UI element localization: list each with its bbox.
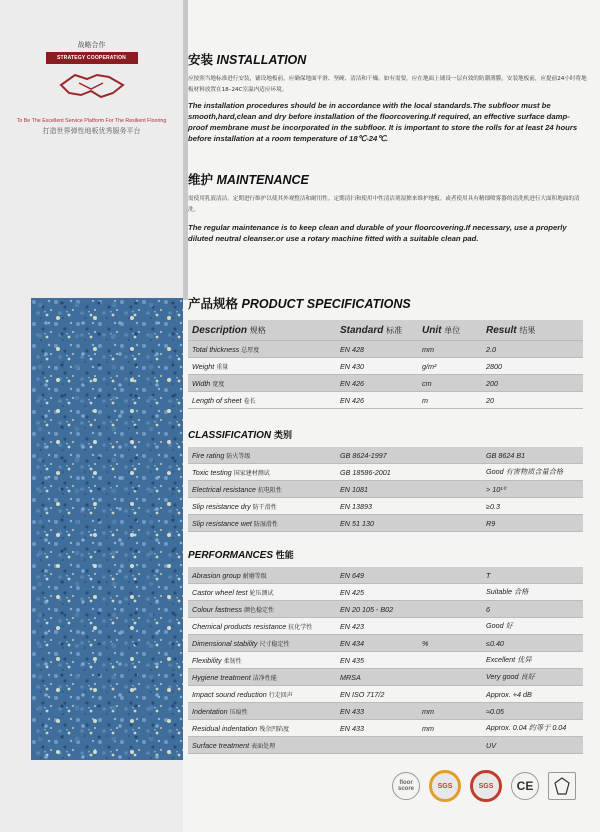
row-result: Good 有害物质含量合格 [482, 464, 583, 481]
installation-heading: 安装 INSTALLATION [188, 52, 307, 67]
row-description: Toxic testing 国家建材测试 [188, 464, 336, 481]
table-row [188, 618, 583, 635]
table-row [188, 481, 583, 498]
row-standard: EN 430 [336, 358, 418, 375]
row-result: ≈0.05 [482, 703, 583, 720]
row-unit [418, 515, 482, 532]
row-result: Excellent 优异 [482, 652, 583, 669]
handshake-icon [57, 67, 127, 101]
row-description: Residual indentation 残余凹陷度 [188, 720, 336, 737]
row-result: R9 [482, 515, 583, 532]
row-standard: EN 426 [336, 392, 418, 409]
row-unit [418, 481, 482, 498]
performances-heading: PERFORMANCES 性能 [188, 550, 294, 561]
row-result: Suitable 合格 [482, 584, 583, 601]
classification-section [188, 428, 583, 532]
row-unit [418, 601, 482, 618]
row-standard: EN 435 [336, 652, 418, 669]
table-row [188, 567, 583, 584]
installation-text-en: The installation procedures should be in accordance with the local standards.The subfloor must be smooth,hard,clean and dry before installation of the floorcovering.If required, an effective surface damp-proof membrane must be incorporated in the subfloor. It is important to store the rolls for at least 24 hours before installation at a room temperature of 18℃-24℃. [188, 101, 578, 143]
iso-icon [548, 772, 576, 800]
installation-section [188, 50, 588, 144]
row-result: 2.0 [482, 341, 583, 358]
installation-text-cn: 应按照当地标准进行安装，铺设地板前，应确保地面平滑、坚硬、清洁和干燥。如有需要，应在地面上铺设一层有效的防潮薄膜。安装地板前，应提前24小时将地板材料放置在18–24C室温内适应环境。 [188, 76, 587, 93]
row-standard: EN 423 [336, 618, 418, 635]
table-row [188, 703, 583, 720]
sgs-icon: SGS [470, 770, 502, 802]
specs-table [188, 320, 583, 409]
table-row [188, 669, 583, 686]
row-result: 2800 [482, 358, 583, 375]
row-standard: EN 20 105 - B02 [336, 601, 418, 618]
row-description: Total thickness 总厚度 [188, 341, 336, 358]
row-description: Flexibility 柔韧性 [188, 652, 336, 669]
row-standard: EN 51 130 [336, 515, 418, 532]
logo-ribbon: STRATEGY COOPERATION [46, 52, 138, 64]
table-row [188, 652, 583, 669]
row-description: Slip resistance dry 防干滑性 [188, 498, 336, 515]
col-result: Result 结果 [482, 320, 583, 341]
row-description: Dimensional stability 尺寸稳定性 [188, 635, 336, 652]
table-row [188, 720, 583, 737]
row-description: Surface treatment 表面处理 [188, 737, 336, 754]
table-row [188, 341, 583, 358]
row-standard: EN 434 [336, 635, 418, 652]
cooperation-logo [0, 40, 183, 136]
performances-section [188, 548, 583, 754]
row-description: Length of sheet 卷长 [188, 392, 336, 409]
row-standard: EN 433 [336, 720, 418, 737]
certification-logos [392, 770, 576, 802]
row-unit [418, 498, 482, 515]
tagline-en: To Be The Excellent Service Platform For The Resilient Flooring [16, 118, 167, 124]
table-row [188, 515, 583, 532]
table-row [188, 635, 583, 652]
table-row [188, 686, 583, 703]
row-unit [418, 652, 482, 669]
row-result: 20 [482, 392, 583, 409]
row-result: T [482, 567, 583, 584]
table-row [188, 584, 583, 601]
row-standard: EN 428 [336, 341, 418, 358]
floorscore-icon: floor score [392, 772, 420, 800]
row-standard: EN ISO 717/2 [336, 686, 418, 703]
row-description: Fire rating 防火等级 [188, 447, 336, 464]
table-row [188, 375, 583, 392]
ce-icon: CE [511, 772, 539, 800]
row-result: Very good 良好 [482, 669, 583, 686]
row-result: 6 [482, 601, 583, 618]
row-unit: cm [418, 375, 482, 392]
row-result: > 10¹⁰ [482, 481, 583, 498]
row-unit [418, 567, 482, 584]
row-unit [418, 737, 482, 754]
row-description: Electrical resistance 抗电阻性 [188, 481, 336, 498]
table-row [188, 392, 583, 409]
tagline-cn: 打造世界弹性地板优秀服务平台 [42, 127, 141, 135]
row-unit: mm [418, 703, 482, 720]
row-description: Impact sound reduction 行走回声 [188, 686, 336, 703]
row-standard [336, 737, 418, 754]
row-standard: GB 8624-1997 [336, 447, 418, 464]
col-description: Description 规格 [188, 320, 336, 341]
row-description: Width 宽度 [188, 375, 336, 392]
classification-table [188, 447, 583, 532]
col-unit: Unit 单位 [418, 320, 482, 341]
row-standard: MRSA [336, 669, 418, 686]
specs-header-row [188, 320, 583, 341]
maintenance-section [188, 170, 588, 244]
maintenance-text-en: The regular maintenance is to keep clean and durable of your floorcovering.If necessary, use a properly diluted neutral cleanser.or use a rotary machine fitted with a suitable clean pad. [188, 223, 567, 243]
row-standard: EN 433 [336, 703, 418, 720]
row-unit: mm [418, 341, 482, 358]
row-result: GB 8624 B1 [482, 447, 583, 464]
table-row [188, 498, 583, 515]
row-description: Indentation 压痕性 [188, 703, 336, 720]
row-unit: % [418, 635, 482, 652]
row-result: ≤0.40 [482, 635, 583, 652]
table-row [188, 464, 583, 481]
row-description: Abrasion group 耐磨等级 [188, 567, 336, 584]
col-standard: Standard 标准 [336, 320, 418, 341]
row-result: 200 [482, 375, 583, 392]
maintenance-text-cn: 需使用乳液清洁。定期进行维护以使其外观整洁和耐用性。定期清扫和使用中性清洁剂湿擦来维护地板。或者使用具有精细喷雾器的清洗机进行大面积地面的清洗。 [188, 196, 580, 213]
row-standard: EN 425 [336, 584, 418, 601]
row-standard: EN 13893 [336, 498, 418, 515]
row-unit [418, 584, 482, 601]
table-row [188, 447, 583, 464]
row-unit: m [418, 392, 482, 409]
table-row [188, 358, 583, 375]
row-unit [418, 618, 482, 635]
row-unit [418, 669, 482, 686]
specs-heading: 产品规格 PRODUCT SPECIFICATIONS [188, 296, 411, 311]
row-result: UV [482, 737, 583, 754]
row-result: Approx. 0.04 约等于 0.04 [482, 720, 583, 737]
logo-title-cn: 战略合作 [77, 41, 106, 49]
table-row [188, 601, 583, 618]
specs-section [188, 294, 583, 409]
row-description: Weight 重量 [188, 358, 336, 375]
row-result: Good 好 [482, 618, 583, 635]
row-description: Castor wheel test 轮压测试 [188, 584, 336, 601]
floor-sample-image [31, 298, 183, 760]
row-description: Chemical products resistance 抗化学性 [188, 618, 336, 635]
row-description: Slip resistance wet 防湿滑性 [188, 515, 336, 532]
divider [183, 0, 188, 300]
row-description: Colour fastness 颜色稳定性 [188, 601, 336, 618]
row-unit [418, 464, 482, 481]
row-result: Approx. +4 dB [482, 686, 583, 703]
row-result: ≥0.3 [482, 498, 583, 515]
row-standard: EN 1081 [336, 481, 418, 498]
row-standard: EN 426 [336, 375, 418, 392]
row-unit [418, 686, 482, 703]
row-standard: GB 18586-2001 [336, 464, 418, 481]
sidebar [0, 0, 183, 832]
table-row [188, 737, 583, 754]
row-unit: mm [418, 720, 482, 737]
maintenance-heading: 维护 MAINTENANCE [188, 172, 309, 187]
row-unit [418, 447, 482, 464]
sgs-icon: SGS [429, 770, 461, 802]
classification-heading: CLASSIFICATION 类别 [188, 430, 292, 441]
performances-table [188, 567, 583, 754]
row-description: Hygiene treatment 洁净性能 [188, 669, 336, 686]
row-standard: EN 649 [336, 567, 418, 584]
row-unit: g/m² [418, 358, 482, 375]
